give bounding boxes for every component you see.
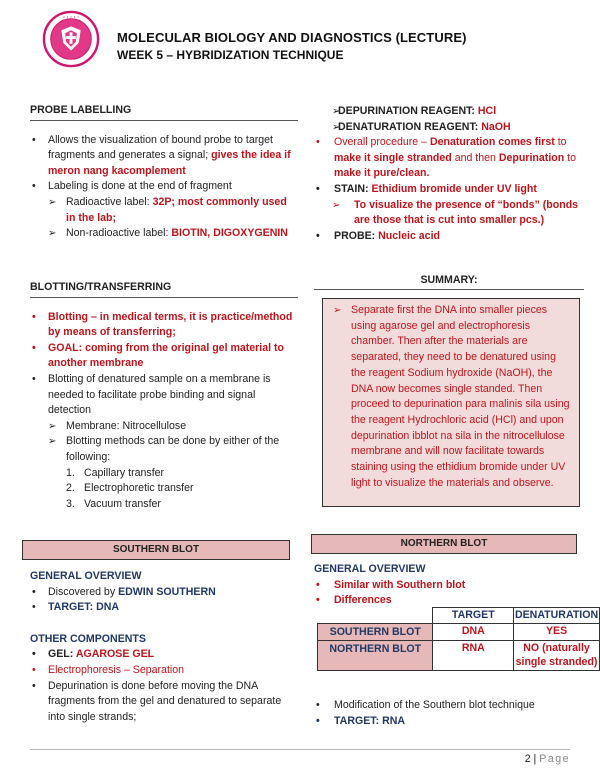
blotting-heading: BLOTTING/TRANSFERRING [30, 280, 298, 298]
list-item: • STAIN: Ethidium bromide under UV light [314, 182, 584, 198]
summary-text: ➢ Separate first the DNA into smaller pieces using agarose gel and electrophoresis chamber. Then after the materials are separated, they need to be denatured using the reagent Sodium hydroxide (NaOH), the DNA now becomes single standed. Then proceed to depurination para malinis sila using the reagent Hydrochloric acid (HCl) and upon depurination ibblot na sila in the nitrocellulose membrane and will now facilitate towards staining using the ethidium bromide under UV light to visualize the materials and observe. [331, 303, 571, 491]
footer-divider [30, 749, 570, 750]
list-item: 2. Electrophoretic transfer [66, 482, 194, 495]
list-item: ➢ DENATURATION REAGENT: NaOH [314, 120, 584, 136]
northern-blot-box: NORTHERN BLOT [311, 534, 577, 554]
summary-heading: SUMMARY: [420, 274, 478, 286]
list-item: ➢ To visualize the presence of “bonds” (bonds are those that is cut into smaller pcs.) [314, 198, 584, 229]
list-item: • TARGET: DNA [30, 600, 298, 616]
southern-overview-heading: GENERAL OVERVIEW [30, 570, 142, 582]
university-seal-icon [42, 10, 100, 68]
comparison-table [317, 607, 600, 671]
list-item: ➢ Radioactive label: 32P; most commonly used in the lab; [30, 195, 298, 226]
table-corner [318, 608, 433, 624]
list-item: • Blotting of denatured sample on a membrane is needed to facilitate probe binding and signal detection [30, 372, 298, 419]
reagents-section [314, 104, 584, 244]
probe-labelling-heading: PROBE LABELLING [30, 103, 298, 121]
table-cell: NO (naturally single stranded) [514, 640, 600, 671]
list-item: • Depurination is done before moving the DNA fragments from the gel and denatured to separate into single strands; [30, 679, 298, 726]
summary-divider [314, 289, 584, 290]
list-item: • GEL: AGAROSE GEL [30, 647, 298, 663]
list-item: ➢ Blotting methods can be done by either of the following: [30, 434, 298, 465]
southern-blot-box: SOUTHERN BLOT [22, 540, 290, 560]
list-item: • Electrophoresis – Separation [30, 663, 298, 679]
table-row-label: SOUTHERN BLOT [318, 623, 433, 640]
list-item: • Modification of the Southern blot technique [314, 698, 584, 714]
table-row [318, 608, 600, 624]
table-cell: RNA [433, 640, 514, 671]
document-week: WEEK 5 – HYBRIDIZATION TECHNIQUE [117, 48, 344, 62]
northern-overview-heading: GENERAL OVERVIEW [314, 563, 426, 575]
northern-blot-section [314, 562, 584, 609]
list-item: • Discovered by EDWIN SOUTHERN [30, 585, 298, 601]
table-header: DENATURATION [514, 608, 600, 624]
table-cell: DNA [433, 623, 514, 640]
table-cell: YES [514, 623, 600, 640]
table-row [318, 623, 600, 640]
table-header: TARGET [433, 608, 514, 624]
list-item: • TARGET: RNA [314, 714, 584, 730]
list-item: 3. Vacuum transfer [66, 497, 161, 510]
list-item: ➢ Non-radioactive label: BIOTIN, DIGOXYGENIN [30, 226, 298, 242]
table-row [318, 640, 600, 671]
list-item: ➢ Membrane: Nitrocellulose [30, 419, 298, 435]
list-item: 1. Capillary transfer [66, 466, 165, 479]
svg-text:• • • • •: • • • • • [62, 14, 80, 20]
list-item: • GOAL: coming from the original gel material to another membrane [30, 341, 298, 372]
summary-box [322, 298, 580, 507]
list-item: • Labeling is done at the end of fragment [30, 179, 298, 195]
list-item: • Overall procedure – Denaturation comes first to make it single stranded and then Depurination to make it pure/clean. [314, 135, 584, 182]
list-item: • PROBE: Nucleic acid [314, 229, 584, 245]
list-item: • Allows the visualization of bound probe to target fragments and generates a signal; gives the idea if meron nang kacomplement [30, 133, 298, 180]
blotting-section [30, 280, 298, 512]
other-components-heading: OTHER COMPONENTS [30, 632, 146, 645]
probe-labelling-section [30, 103, 298, 242]
page-number: 2 | Page [524, 753, 570, 765]
southern-blot-section [30, 569, 298, 725]
list-item: ➢ DEPURINATION REAGENT: HCl [314, 104, 584, 120]
list-item: • Similar with Southern blot [314, 578, 584, 594]
list-item: • Blotting – in medical terms, it is practice/method by means of transferring; [30, 310, 298, 341]
northern-blot-notes [314, 698, 584, 729]
list-item: • Differences [314, 593, 584, 609]
table-row-label: NORTHERN BLOT [318, 640, 433, 671]
document-title: MOLECULAR BIOLOGY AND DIAGNOSTICS (LECTURE) [117, 30, 467, 45]
